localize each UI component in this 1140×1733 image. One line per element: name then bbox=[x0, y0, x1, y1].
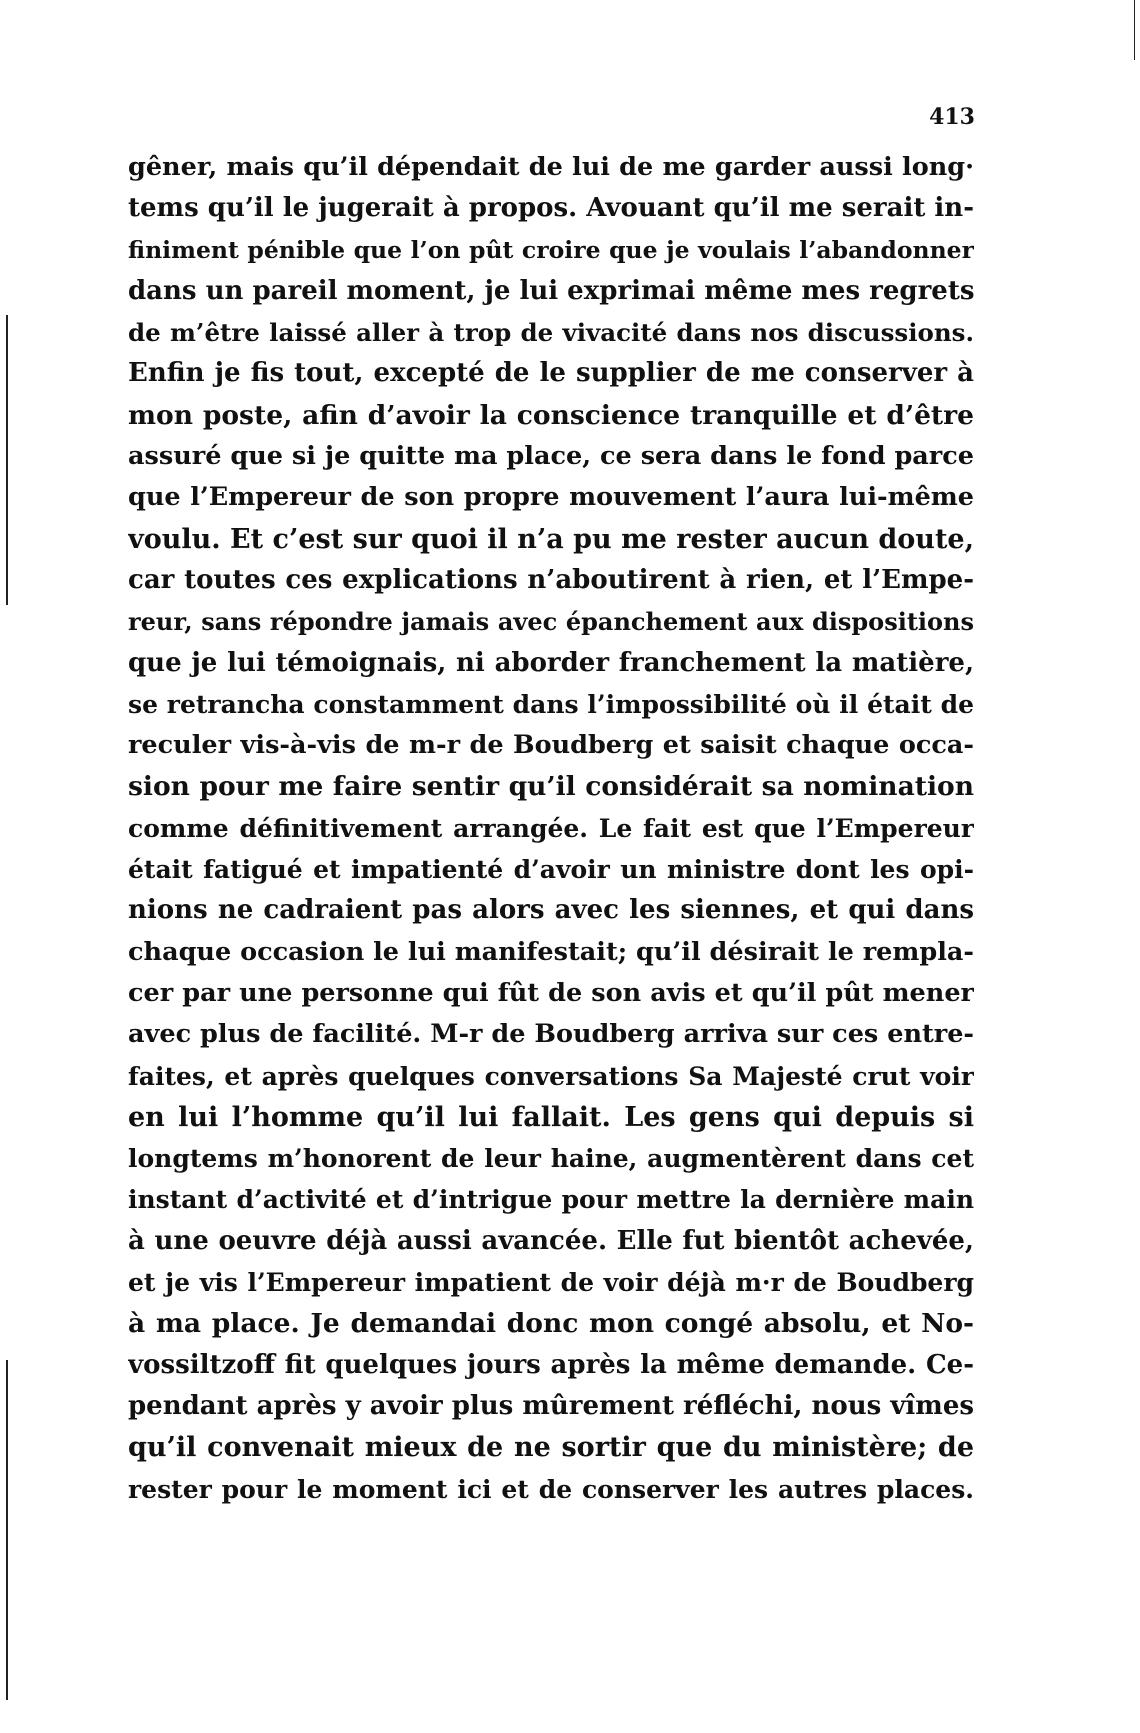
text-line: en lui l’homme qu’il lui fallait. Les gens qui depuis si bbox=[128, 1101, 974, 1133]
text-line: se retrancha constamment dans l’impossibilité où il était de bbox=[128, 689, 974, 719]
text-line: cer par une personne qui fût de son avis et qu’il pût mener bbox=[128, 977, 974, 1008]
text-line: longtems m’honorent de leur haine, augmentèrent dans cet bbox=[128, 1144, 974, 1174]
text-line: et je vis l’Empereur impatient de voir déjà m·r de Boudberg bbox=[128, 1268, 974, 1298]
text-line: reur, sans répondre jamais avec épanchement aux dispositions bbox=[128, 607, 974, 637]
text-line: voulu. Et c’est sur quoi il n’a pu me rester aucun doute, bbox=[128, 523, 974, 555]
text-line: dans un pareil moment, je lui exprimai même mes regrets bbox=[128, 275, 974, 306]
left-margin-scan-mark-lower bbox=[6, 1360, 8, 1700]
text-line: instant d’activité et d’intrigue pour mettre la dernière main bbox=[128, 1185, 974, 1215]
text-line: car toutes ces explications n’aboutirent à rien, et l’Empe- bbox=[128, 564, 974, 595]
text-line: assuré que si je quitte ma place, ce sera dans le fond parce bbox=[128, 441, 974, 472]
text-line: comme définitivement arrangée. Le fait est que l’Empereur bbox=[128, 813, 974, 843]
text-line: qu’il convenait mieux de ne sortir que du ministère; de bbox=[128, 1432, 974, 1464]
text-line: de m’être laissé aller à trop de vivacité dans nos discussions. bbox=[128, 318, 974, 348]
text-line: tems qu’il le jugerait à propos. Avouant qu’il me serait in- bbox=[128, 193, 974, 224]
text-line: finiment pénible que l’on pût croire que je voulais l’abandonner bbox=[128, 235, 974, 264]
left-margin-scan-mark bbox=[6, 315, 8, 605]
text-line: faites, et après quelques conversations Sa Majesté crut voir bbox=[128, 1061, 974, 1091]
text-line: Enfin je fis tout, excepté de le supplier de me conserver à bbox=[128, 358, 974, 389]
text-line: à une oeuvre déjà aussi avancée. Elle fut bientôt achevée, bbox=[128, 1225, 974, 1256]
text-line: que je lui témoignais, ni aborder franchement la matière, bbox=[128, 647, 974, 678]
text-line: vossiltzoff fit quelques jours après la même demande. Ce- bbox=[128, 1349, 974, 1380]
text-line: avec plus de facilité. M-r de Boudberg arriva sur ces entre- bbox=[128, 1019, 974, 1050]
text-line-final: rester pour le moment ici et de conserver les autres places. bbox=[128, 1474, 974, 1504]
text-line: à ma place. Je demandai donc mon congé absolu, et No- bbox=[128, 1308, 974, 1340]
text-line: mon poste, afin d’avoir la conscience tranquille et d’être bbox=[128, 399, 974, 431]
text-line: était fatigué et impatienté d’avoir un ministre dont les opi- bbox=[128, 855, 974, 885]
body-text bbox=[128, 147, 974, 1510]
text-line: sion pour me faire sentir qu’il considérait sa nomination bbox=[128, 771, 974, 803]
text-line: reculer vis-à-vis de m-r de Boudberg et saisit chaque occa- bbox=[128, 730, 974, 761]
text-line: que l’Empereur de son propre mouvement l’aura lui-même bbox=[128, 482, 974, 513]
text-line: chaque occasion le lui manifestait; qu’il désirait le rempla- bbox=[128, 936, 974, 967]
text-line: pendant après y avoir plus mûrement réfléchi, nous vîmes bbox=[128, 1390, 974, 1421]
right-margin-scan-mark bbox=[1134, 0, 1135, 60]
page-number: 413 bbox=[929, 104, 975, 130]
text-line: gêner, mais qu’il dépendait de lui de me garder aussi long· bbox=[128, 152, 974, 182]
text-line: nions ne cadraient pas alors avec les siennes, et qui dans bbox=[128, 895, 974, 926]
